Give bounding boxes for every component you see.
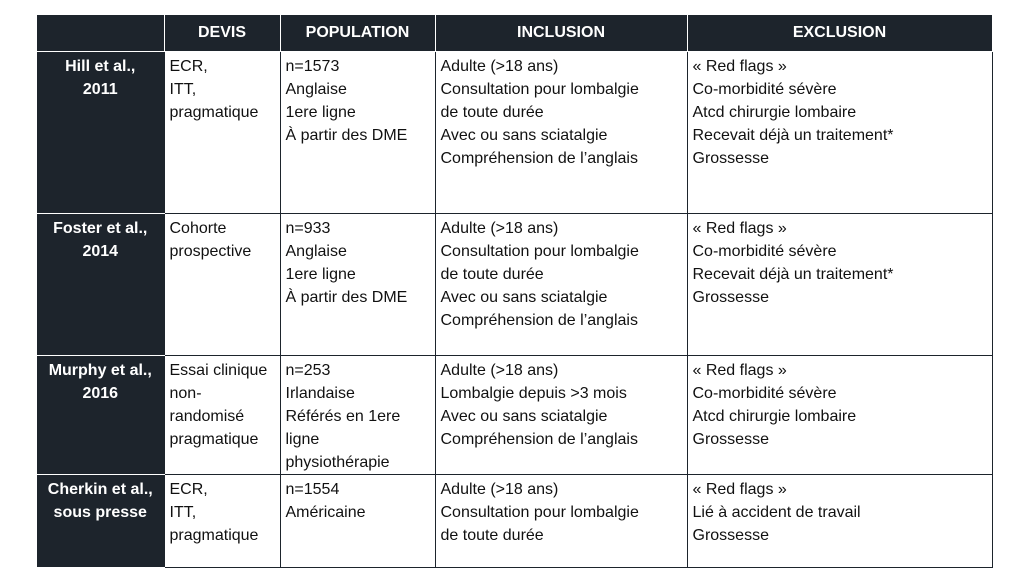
population-line: Américaine	[285, 504, 366, 521]
exclusion-line: « Red flags »	[692, 220, 787, 237]
study-name-line: 2016	[82, 385, 119, 402]
population-line: Irlandaise	[285, 385, 355, 402]
exclusion-line: Atcd chirurgie lombaire	[692, 408, 857, 425]
population-line: ligne	[285, 431, 320, 448]
exclusion-line: Grossesse	[692, 431, 769, 448]
exclusion-line: « Red flags »	[692, 481, 787, 498]
devis-line: non-	[169, 385, 202, 402]
table-row	[37, 356, 992, 475]
exclusion-line: Lié à accident de travail	[692, 504, 861, 521]
inclusion-cell	[435, 52, 687, 214]
inclusion-line: Consultation pour lombalgie	[440, 81, 639, 98]
table-row	[37, 52, 992, 214]
study-name-line: 2014	[82, 243, 119, 260]
devis-line: Essai clinique	[169, 362, 268, 379]
inclusion-cell	[435, 214, 687, 356]
inclusion-line: de toute durée	[440, 104, 544, 121]
population-line: Référés en 1ere	[285, 408, 401, 425]
inclusion-line: Lombalgie depuis >3 mois	[440, 385, 627, 402]
header-exclusion: EXCLUSION	[687, 15, 992, 52]
devis-line: Cohorte	[169, 220, 227, 237]
devis-cell	[164, 214, 280, 356]
inclusion-line: Avec ou sans sciatalgie	[440, 289, 608, 306]
study-name-cell	[37, 52, 164, 214]
exclusion-cell	[687, 52, 992, 214]
devis-line: prospective	[169, 243, 252, 260]
exclusion-line: Grossesse	[692, 289, 769, 306]
studies-table	[37, 14, 993, 568]
exclusion-line: Co-morbidité sévère	[692, 385, 837, 402]
population-line: Anglaise	[285, 81, 347, 98]
exclusion-line: Co-morbidité sévère	[692, 81, 837, 98]
exclusion-line: Grossesse	[692, 150, 769, 167]
exclusion-line: Atcd chirurgie lombaire	[692, 104, 857, 121]
population-line: n=1554	[285, 481, 340, 498]
inclusion-line: de toute durée	[440, 266, 544, 283]
study-name-cell	[37, 475, 164, 568]
inclusion-line: Adulte (>18 ans)	[440, 481, 559, 498]
exclusion-cell	[687, 214, 992, 356]
study-name-cell	[37, 214, 164, 356]
population-cell	[280, 475, 435, 568]
population-line: Anglaise	[285, 243, 347, 260]
exclusion-line: « Red flags »	[692, 362, 787, 379]
study-name-line: sous presse	[53, 504, 147, 521]
exclusion-line: Grossesse	[692, 527, 769, 544]
devis-line: pragmatique	[169, 527, 259, 544]
study-name-line: Murphy et al.,	[48, 362, 152, 379]
inclusion-line: Compréhension de l’anglais	[440, 150, 638, 167]
exclusion-line: Recevait déjà un traitement*	[692, 266, 894, 283]
devis-line: pragmatique	[169, 104, 259, 121]
population-line: À partir des DME	[285, 289, 408, 306]
inclusion-cell	[435, 356, 687, 475]
population-cell	[280, 52, 435, 214]
devis-cell	[164, 475, 280, 568]
population-line: n=253	[285, 362, 331, 379]
study-name-line: Hill et al.,	[65, 58, 136, 75]
header-row	[37, 15, 992, 52]
exclusion-line: « Red flags »	[692, 58, 787, 75]
header-devis: DEVIS	[164, 15, 280, 52]
inclusion-line: Adulte (>18 ans)	[440, 362, 559, 379]
study-name-line: Cherkin et al.,	[47, 481, 153, 498]
header-inclusion: INCLUSION	[435, 15, 687, 52]
inclusion-line: Adulte (>18 ans)	[440, 58, 559, 75]
population-line: 1ere ligne	[285, 266, 356, 283]
population-cell	[280, 214, 435, 356]
devis-line: randomisé	[169, 408, 245, 425]
header-population: POPULATION	[280, 15, 435, 52]
inclusion-line: Consultation pour lombalgie	[440, 243, 639, 260]
study-name-line: 2011	[82, 81, 118, 98]
inclusion-line: Avec ou sans sciatalgie	[440, 408, 608, 425]
study-name-cell	[37, 356, 164, 475]
inclusion-line: Compréhension de l’anglais	[440, 431, 638, 448]
inclusion-line: Adulte (>18 ans)	[440, 220, 559, 237]
exclusion-line: Recevait déjà un traitement*	[692, 127, 894, 144]
table-row	[37, 475, 992, 568]
devis-line: ITT,	[169, 81, 197, 98]
inclusion-cell	[435, 475, 687, 568]
population-line: À partir des DME	[285, 127, 408, 144]
inclusion-line: Compréhension de l’anglais	[440, 312, 638, 329]
table-row	[37, 214, 992, 356]
devis-line: ECR,	[169, 58, 208, 75]
inclusion-line: Avec ou sans sciatalgie	[440, 127, 608, 144]
inclusion-line: de toute durée	[440, 527, 544, 544]
population-line: physiothérapie	[285, 454, 390, 471]
devis-line: ITT,	[169, 504, 197, 521]
population-cell	[280, 356, 435, 475]
devis-line: pragmatique	[169, 431, 259, 448]
inclusion-line: Consultation pour lombalgie	[440, 504, 639, 521]
study-name-line: Foster et al.,	[53, 220, 148, 237]
exclusion-line: Co-morbidité sévère	[692, 243, 837, 260]
devis-line: ECR,	[169, 481, 208, 498]
devis-cell	[164, 356, 280, 475]
population-line: 1ere ligne	[285, 104, 356, 121]
population-line: n=1573	[285, 58, 340, 75]
devis-cell	[164, 52, 280, 214]
population-line: n=933	[285, 220, 331, 237]
corner-cell	[37, 15, 164, 52]
exclusion-cell	[687, 356, 992, 475]
exclusion-cell	[687, 475, 992, 568]
